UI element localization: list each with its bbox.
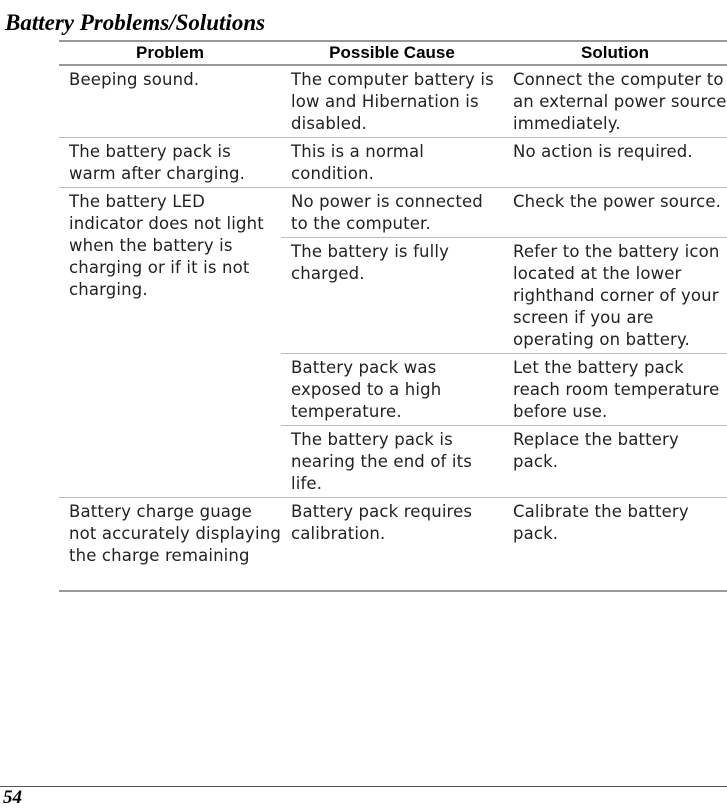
page-number: 54 [3, 787, 22, 808]
table-row [59, 65, 727, 138]
solution-cell: Calibrate the battery pack. [513, 502, 689, 543]
cause-cell: The battery pack is nearing the end of its life. [281, 426, 503, 498]
footer-divider [0, 786, 727, 787]
troubleshooting-table [59, 40, 727, 592]
header-problem: Problem [59, 41, 281, 65]
header-solution: Solution [503, 41, 727, 65]
problem-cell: The battery LED indicator does not light when the battery is charging or if it is not charging. [59, 188, 281, 498]
solution-cell: No action is required. [503, 138, 727, 188]
cause-cell: This is a normal condition. [281, 138, 503, 188]
cause-cell: No power is connected to the computer. [281, 188, 503, 238]
cause-cell: The computer battery is low and Hibernation is disabled. [281, 65, 503, 138]
solution-cell: Check the power source. [503, 188, 727, 238]
solution-cell: Refer to the battery icon located at the lower righthand corner of your screen if you are operating on battery. [503, 238, 727, 354]
table-header-row [59, 41, 727, 65]
header-possible-cause: Possible Cause [281, 41, 503, 65]
cause-cell: The battery is fully charged. [281, 238, 503, 354]
table-row [59, 498, 727, 591]
cause-cell: Battery pack was exposed to a high temperature. [281, 354, 503, 426]
problem-cell: Beeping sound. [59, 65, 281, 138]
table-row [59, 188, 727, 238]
cause-cell: Battery pack requires calibration. [291, 502, 473, 543]
table-row [59, 138, 727, 188]
problem-cell: The battery pack is warm after charging. [59, 138, 281, 188]
solution-cell: Let the battery pack reach room temperature before use. [503, 354, 727, 426]
solution-cell: Replace the battery pack. [503, 426, 727, 498]
problem-cell: Battery charge guage not accurately displaying the charge remaining [69, 502, 281, 565]
solution-cell: Connect the computer to an external power source immediately. [503, 65, 727, 138]
section-title: Battery Problems/Solutions [5, 10, 266, 35]
